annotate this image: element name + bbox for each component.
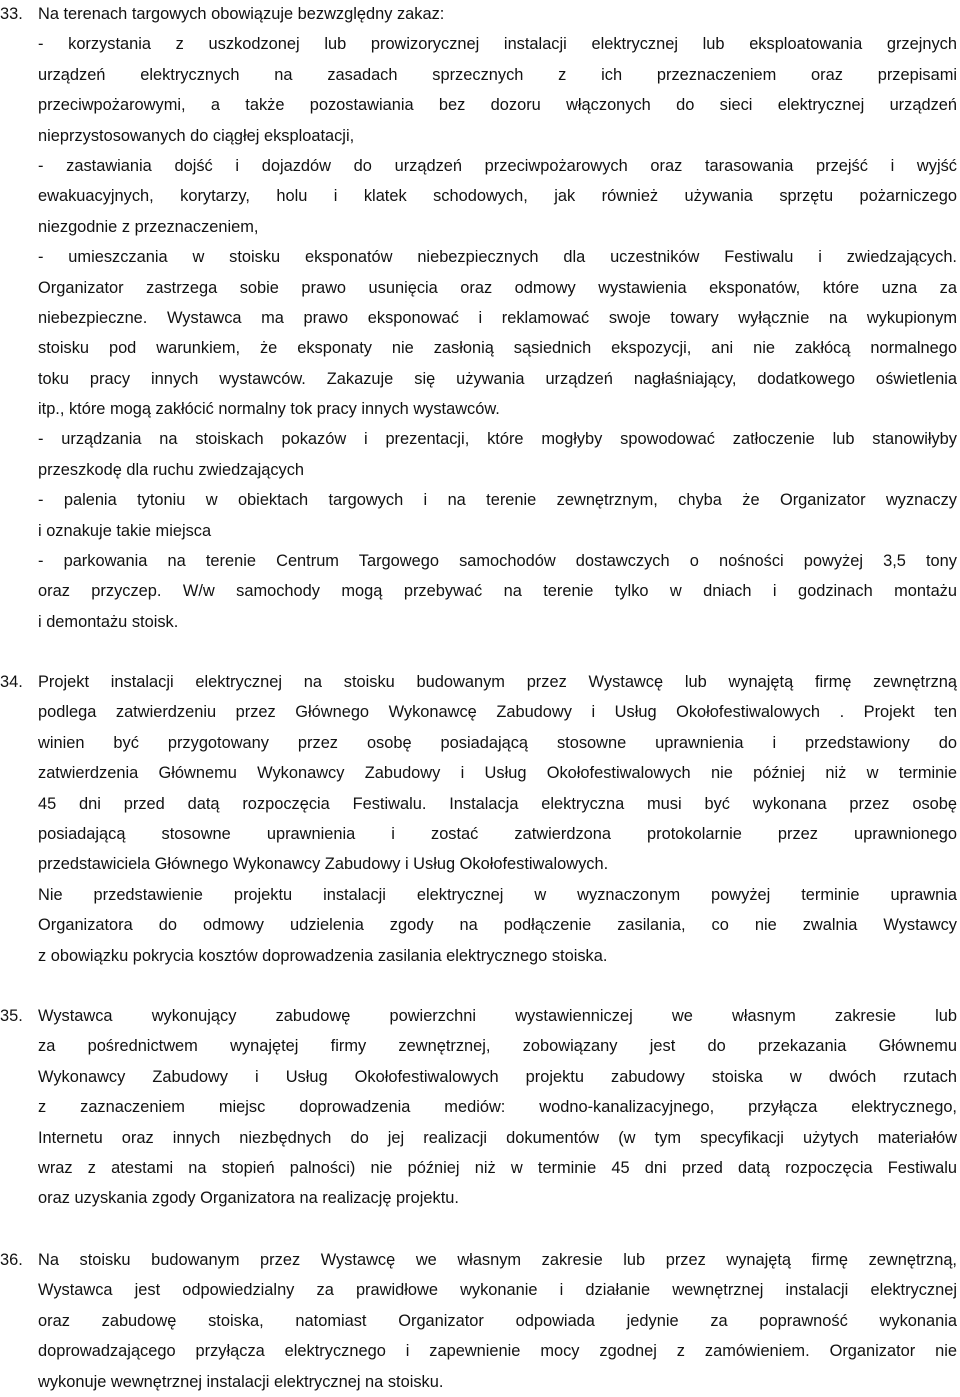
text-line: przedstawiciela Głównego Wykonawcy Zabudowy i Usług Okołofestiwalowych. bbox=[38, 855, 609, 874]
text-line: posiadającą stosowne uprawnienia i zostać zatwierdzona protokolarnie przez uprawnionego bbox=[38, 824, 957, 843]
text-line: - parkowania na terenie Centrum Targowego samochodów dostawczych o nośności powyżej 3,5 tony bbox=[38, 552, 957, 571]
text-line: oraz uzyskania zgody Organizatora na realizację projektu. bbox=[38, 1189, 459, 1208]
text-line: z obowiązku pokrycia kosztów doprowadzenia zasilania elektrycznego stoiska. bbox=[38, 946, 608, 965]
text-line: Wykonawcy Zabudowy i Usług Okołofestiwalowych projektu zabudowy stoiska w dwóch rzutach bbox=[38, 1067, 957, 1086]
text-line: Wystawca wykonujący zabudowę powierzchni wystawienniczej we własnym zakresie lub bbox=[38, 1007, 957, 1025]
section-body bbox=[38, 0, 957, 637]
text-line: i oznakuje takie miejsca bbox=[38, 521, 212, 540]
section-number: 36. bbox=[0, 1251, 23, 1269]
text-line: Organizatora do odmowy udzielenia zgody na podłączenie zasilania, co nie zwalnia Wystawcy bbox=[38, 916, 957, 935]
text-line: przeszkodę dla ruchu zwiedzających bbox=[38, 460, 305, 479]
text-line: - umieszczania w stoisku eksponatów niebezpiecznych dla uczestników Festiwalu i zwiedzających. bbox=[38, 248, 957, 267]
section-number: 34. bbox=[0, 673, 23, 691]
text-line: Na stoisku budowanym przez Wystawcę we własnym zakresie lub przez wynajętą firmę zewnętrzną, bbox=[38, 1251, 957, 1269]
text-line: wraz z atestami na stopień palności) nie później niż w terminie 45 dni przed datą rozpoczęcia Festiwalu bbox=[38, 1158, 957, 1177]
section-body bbox=[38, 1245, 957, 1397]
text-line: Na terenach targowych obowiązuje bezwzględny zakaz: bbox=[38, 5, 445, 23]
text-line: przeciwpożarowymi, a także pozostawiania bez dozoru włączonych do sieci elektrycznej urządzeń bbox=[38, 96, 957, 115]
text-line: - zastawiania dojść i dojazdów do urządzeń przeciwpożarowych oraz tarasowania przejść i wyjść bbox=[38, 156, 957, 175]
text-line: stoisku pod warunkiem, że eksponaty nie zasłonią sąsiednich ekspozycji, ani nie zakłócą normalnego bbox=[38, 339, 957, 358]
text-line: Wystawca jest odpowiedzialny za prawidłowe wykonanie i działanie wewnętrznej instalacji elektrycznej bbox=[38, 1281, 957, 1300]
text-line: Projekt instalacji elektrycznej na stoisku budowanym przez Wystawcę lub wynajętą firmę zewnętrzną bbox=[38, 673, 957, 691]
text-line: doprowadzającego przyłącza elektrycznego i zapewnienie mocy zgodnej z zamówieniem. Organizator nie bbox=[38, 1342, 957, 1361]
text-line: zatwierdzenia Głównemu Wykonawcy Zabudowy i Usług Okołofestiwalowych nie później niż w terminie bbox=[38, 764, 957, 783]
text-line: oraz przyczep. W/w samochody mogą przebywać na terenie tylko w dniach i godzinach montażu bbox=[38, 582, 957, 601]
section-number: 33. bbox=[0, 5, 23, 23]
text-line: Internetu oraz innych niezbędnych do jej realizacji dokumentów (w tym specyfikacji użytych materiałów bbox=[38, 1128, 957, 1147]
section-body bbox=[38, 667, 957, 971]
text-line: z zaznaczeniem miejsc doprowadzenia mediów: wodno-kanalizacyjnego, przyłącza elektrycznego, bbox=[38, 1098, 957, 1117]
text-line: wykonuje wewnętrznej instalacji elektrycznej na stoisku. bbox=[38, 1372, 444, 1391]
text-line: urządzeń elektrycznych na zasadach sprzecznych z ich przeznaczeniem oraz przepisami bbox=[38, 65, 957, 84]
text-line: oraz zabudowę stoiska, natomiast Organizator odpowiada jedynie za poprawność wykonania bbox=[38, 1311, 957, 1330]
text-line: Nie przedstawienie projektu instalacji elektrycznej w wyznaczonym powyżej terminie uprawnia bbox=[38, 885, 957, 904]
text-line: nieprzystosowanych do ciągłej eksploatacji, bbox=[38, 126, 355, 145]
text-line: i demontażu stoisk. bbox=[38, 612, 179, 631]
section-number: 35. bbox=[0, 1007, 23, 1025]
text-line: - palenia tytoniu w obiektach targowych i na terenie zewnętrznym, chyba że Organizator wyznaczy bbox=[38, 491, 957, 510]
text-line: winien być przygotowany przez osobę posiadającą stosowne uprawnienia i przedstawiony do bbox=[38, 733, 957, 752]
text-line: - korzystania z uszkodzonej lub prowizorycznej instalacji elektrycznej lub eksploatowania grzejnych bbox=[38, 35, 957, 54]
text-line: niebezpieczne. Wystawca ma prawo eksponować i reklamować swoje towary wyłącznie na wykupionym bbox=[38, 308, 957, 327]
text-line: za pośrednictwem wynajętej firmy zewnętrznej, zobowiązany jest do przekazania Głównemu bbox=[38, 1037, 957, 1056]
text-line: 45 dni przed datą rozpoczęcia Festiwalu. Instalacja elektryczna musi być wykonana przez osobę bbox=[38, 794, 957, 813]
text-line: toku pracy innych wystawców. Zakazuje się używania urządzeń nagłaśniający, dodatkowego oświetlenia bbox=[38, 369, 957, 388]
text-line: ewakuacyjnych, korytarzy, holu i klatek schodowych, jak również używania sprzętu pożarniczego bbox=[38, 187, 957, 206]
text-line: - urządzania na stoiskach pokazów i prezentacji, które mogłyby spowodować zatłoczenie lub stanowiłyby bbox=[38, 430, 957, 449]
text-line: podlega zatwierdzeniu przez Głównego Wykonawcę Zabudowy i Usług Okołofestiwalowych . Projekt ten bbox=[38, 703, 957, 722]
text-line: Organizator zastrzega sobie prawo usunięcia oraz odmowy wystawienia eksponatów, które uzna za bbox=[38, 278, 957, 297]
section-body bbox=[38, 1001, 957, 1214]
text-line: itp., które mogą zakłócić normalny tok pracy innych wystawców. bbox=[38, 400, 500, 419]
text-line: niezgodnie z przeznaczeniem, bbox=[38, 217, 259, 236]
